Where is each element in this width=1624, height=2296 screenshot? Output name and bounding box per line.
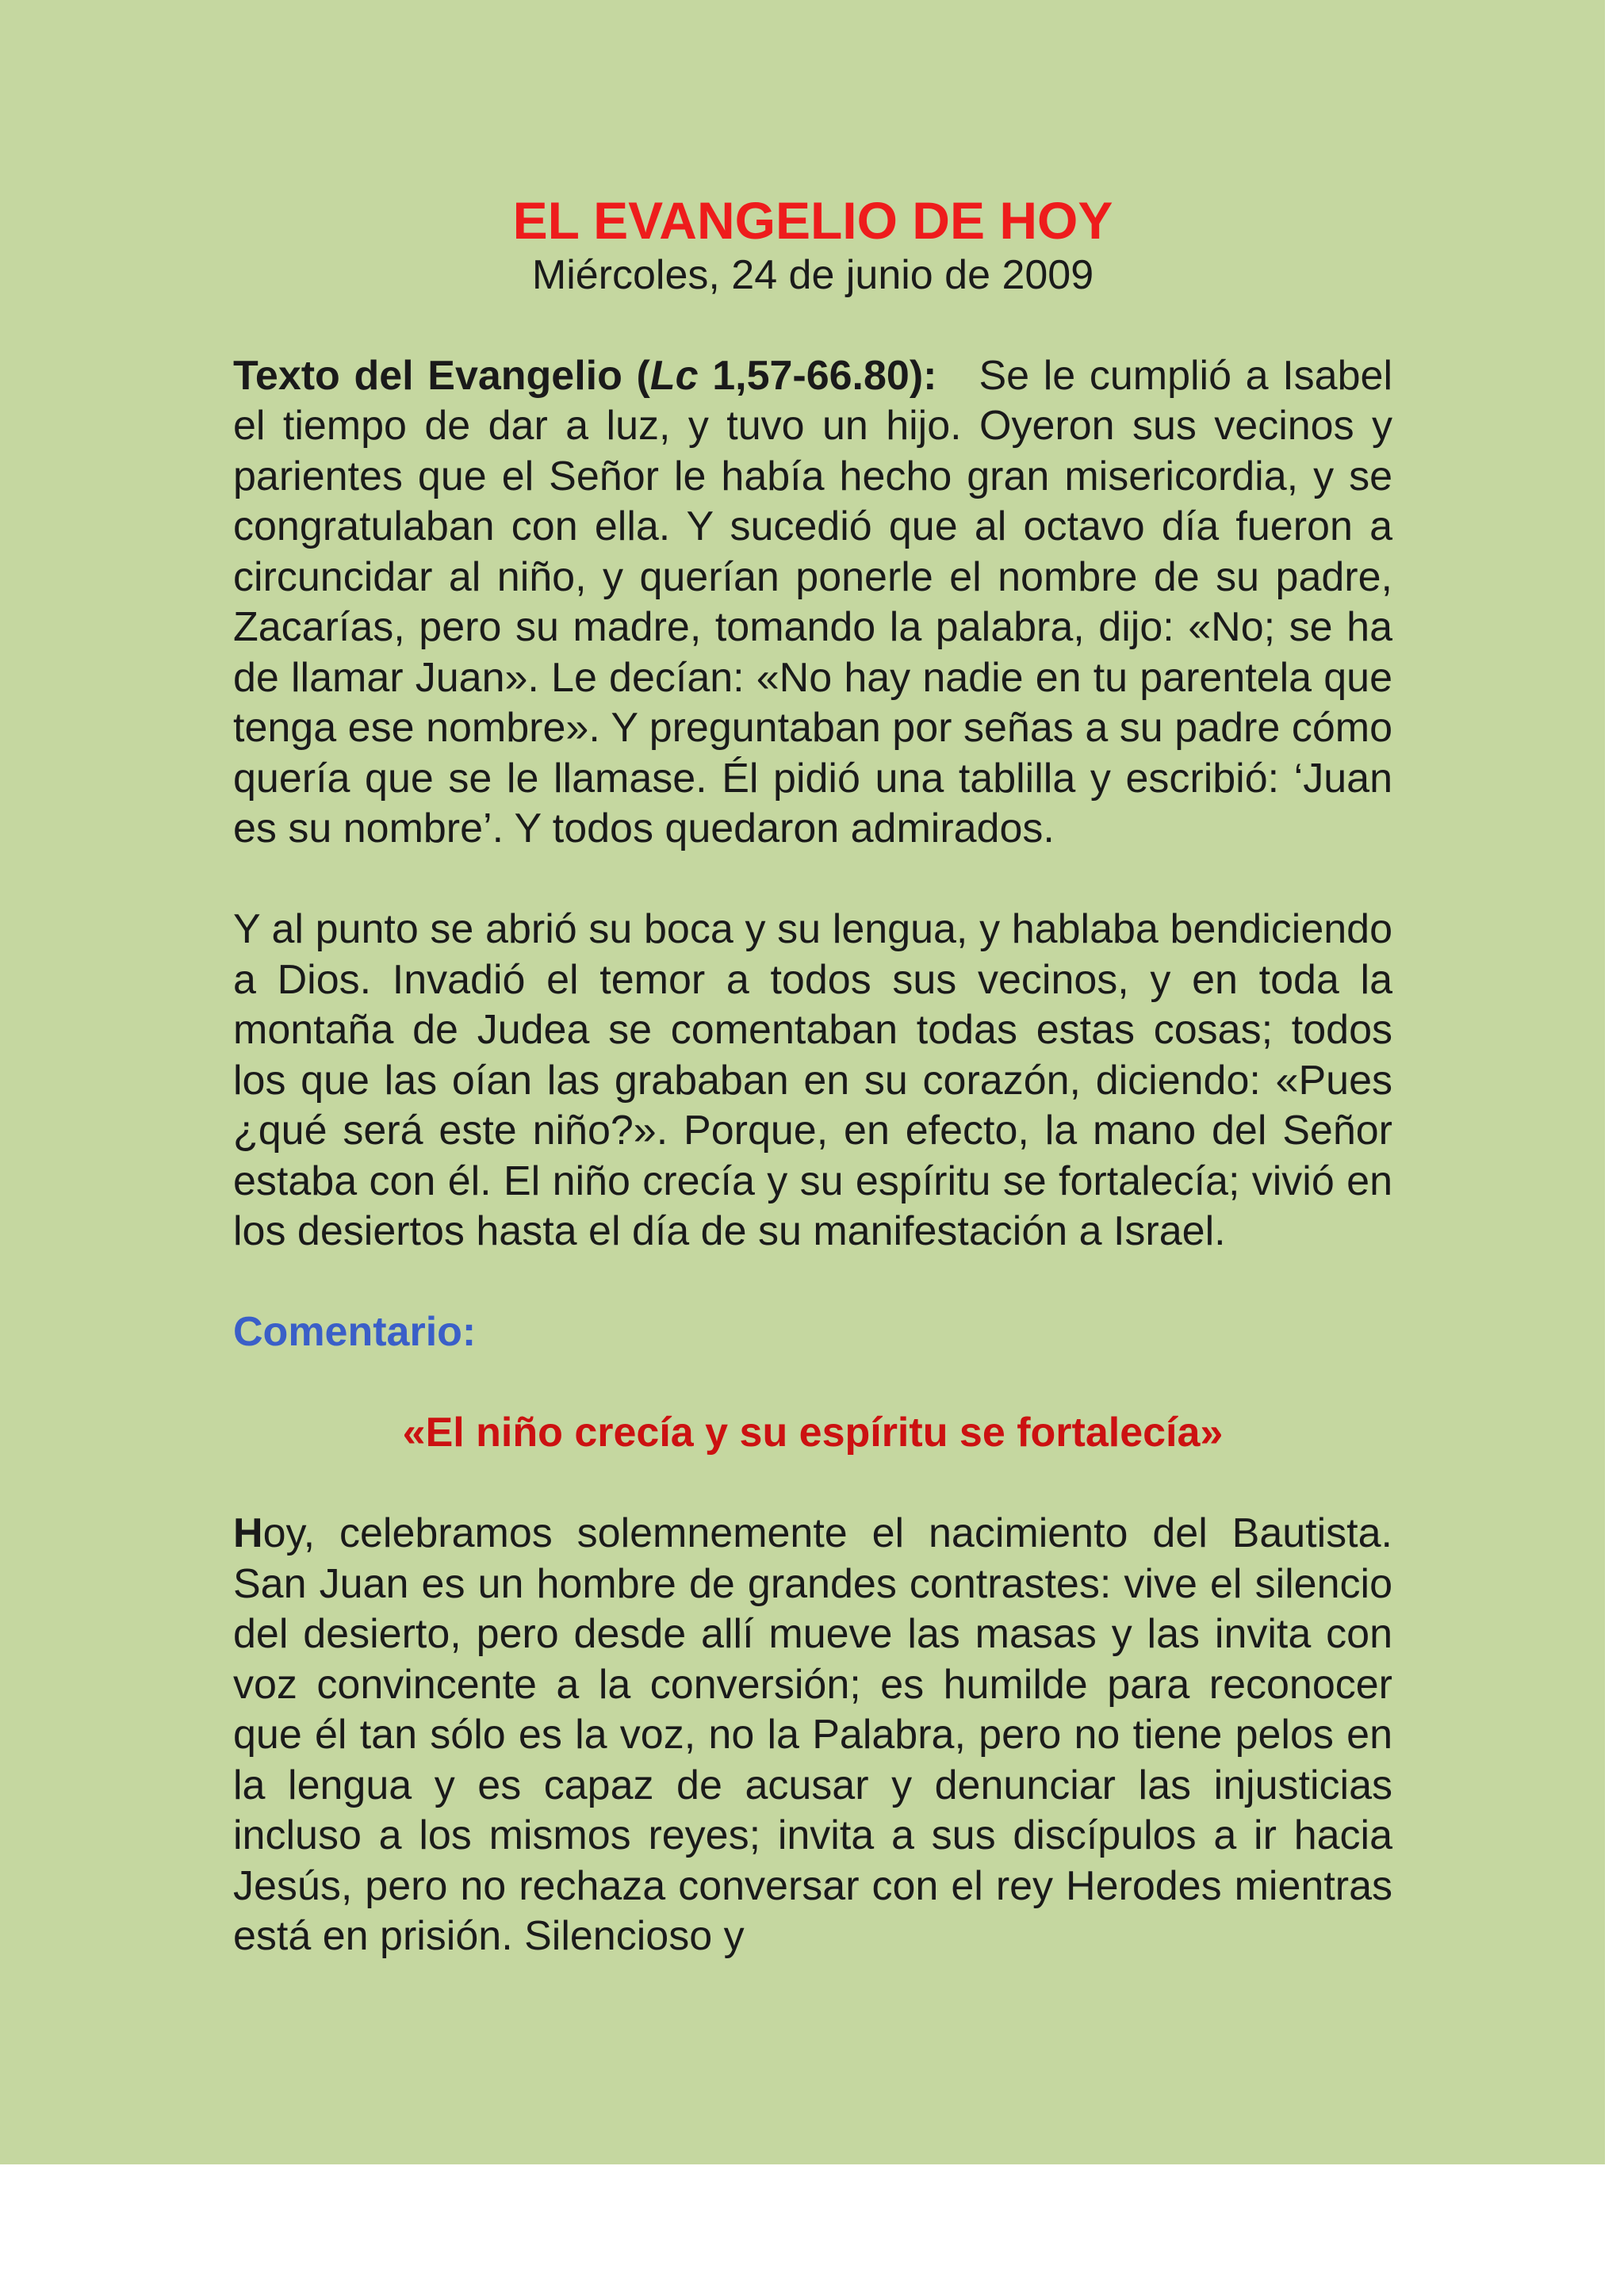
commentary-heading: Comentario:: [233, 1309, 477, 1355]
commentary-quote: «El niño crecía y su espíritu se fortalecía»: [402, 1410, 1224, 1456]
gospel-label-book: Lc: [649, 352, 699, 399]
commentary-paragraph: [233, 1509, 1392, 1962]
document-content: [233, 190, 1392, 2012]
commentary-dropcap: H: [233, 1510, 263, 1556]
gospel-text-1: Se le cumplió a Isabel el tiempo de dar a luz, y tuvo un hijo. Oyeron sus vecinos y parientes que el Señor le había hecho gran misericordia, y se congratulaban con ella. Y sucedió que al octavo día fueron a circuncidar al niño, y querían ponerle el nombre de su padre, Zacarías, pero su madre, tomando la palabra, dijo: «No; se ha de llamar Juan». Le decían: «No hay nadie en tu parentela que tenga ese nombre». Y preguntaban por señas a su padre cómo quería que se le llamase. Él pidió una tablilla y escribió: ‘Juan es su nombre’. Y todos quedaron admirados.: [233, 352, 1392, 851]
gospel-label-prefix: Texto del Evangelio (: [233, 352, 650, 399]
commentary-body: oy, celebramos solemnemente el nacimiento del Bautista. San Juan es un hombre de grandes contrastes: vive el silencio del desierto, pero desde allí mueve las masas y las invita con voz convincente a la conversión; es humilde para reconocer que él tan sólo es la voz, no la Palabra, pero no tiene pelos en la lengua y es capaz de acusar y denunciar las injusticias incluso a los mismos reyes; invita a sus discípulos a ir hacia Jesús, pero no rechaza conversar con el rey Herodes mientras está en prisión. Silencioso y: [233, 1510, 1392, 1959]
gospel-paragraph-1: [233, 351, 1392, 855]
document-date: Miércoles, 24 de junio de 2009: [531, 252, 1094, 298]
document-title: EL EVANGELIO DE HOY: [512, 191, 1113, 250]
gospel-paragraph-2: Y al punto se abrió su boca y su lengua, y hablaba bendiciendo a Dios. Invadió el temor a todos sus vecinos, y en toda la montaña de Judea se comentaban todas estas cosas; todos los que las oían las grababan en su corazón, diciendo: «Pues ¿qué será este niño?». Porque, en efecto, la mano del Señor estaba con él. El niño crecía y su espíritu se fortalecía; vivió en los desiertos hasta el día de su manifestación a Israel.: [233, 906, 1392, 1254]
gospel-label-suffix: 1,57-66.80):: [698, 352, 937, 399]
gospel-label: [233, 353, 936, 399]
